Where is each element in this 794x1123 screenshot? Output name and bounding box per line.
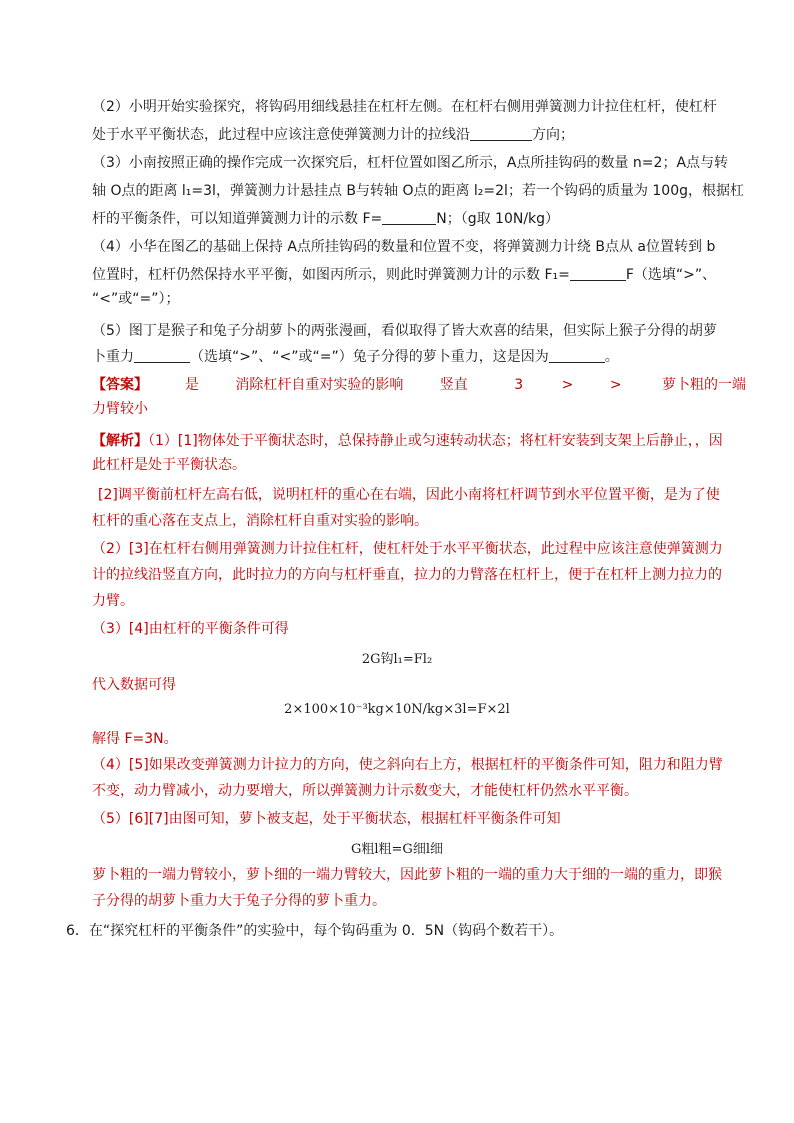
answer-item-2: 消除杠杆自重对实验的影响 [235,377,404,393]
analysis-line-14: 萝卜粗的一端力臂较小，萝卜细的一端力臂较大，因此萝卜粗的一端的重力大于细的一端的重力，即猴 [92,867,722,883]
q6-line: 6．在“探究杠杆的平衡条件”的实验中，每个钩码重为 0．5N（钩码个数若干）。 [66,923,564,939]
formula-balance: 2G钩l₁=Fl₂ [361,652,433,667]
q2-text-a: 处于水平平衡状态，此过程中应该注意使弹簧测力计的拉线沿 [92,127,470,143]
formula-substitution: 2×100×10⁻³kg×10N/kg×3l=F×2l [284,702,510,717]
q2-answer-blank [470,126,532,141]
q5-text-c: 。 [604,349,619,365]
q5-line-1: （5）图丁是猴子和兔子分胡萝卜的两张漫画，看似取得了皆大欢喜的结果，但实际上猴子分得的胡萝 [92,323,717,339]
q2-line-2 [92,126,732,144]
q3-text-b: N；（g取 10N/kg） [436,211,560,227]
analysis-line-5: （2）[3]在杠杆右侧用弹簧测力计拉住杠杆，使杠杆处于水平平衡状态，此过程中应该注意使弹簧测力 [92,541,723,557]
analysis-line-4: 杠杆的重心落在支点上，消除杠杆自重对实验的影响。 [92,513,428,529]
q4-text-a: 位置时，杠杆仍然保持水平平衡，如图丙所示，则此时弹簧测力计的示数 F₁= [92,267,570,283]
q3-line-3 [92,210,732,228]
q3-text-a: 杆的平衡条件，可以知道弹簧测力计的示数 F= [92,211,383,227]
answer-item-5: > [561,377,574,393]
answer-continuation: 力臂较小 [92,401,148,417]
analysis-line-12: 不变，动力臂减小，动力要增大，所以弹簧测力计示数变大，才能使杠杆仍然水平平衡。 [92,783,638,799]
formula-carrot: G粗l粗=G细l细 [351,842,443,857]
q2-text-b: 方向； [532,127,574,143]
answer-item-1: 是 [184,377,199,393]
analysis-line-6: 计的拉线沿竖直方向，此时拉力的方向与杠杆垂直，拉力的力臂落在杠杆上，便于在杠杆上测力拉力的 [92,567,722,583]
answer-label: 【答案】 [92,377,148,393]
analysis-line-2: 此杠杆是处于平衡状态。 [92,457,246,473]
q5-answer-blank-2 [549,348,605,363]
q2-line-1: （2）小明开始实验探究，将钩码用细线悬挂在杠杆左侧。在杠杆右侧用弹簧测力计拉住杠杆，使杠杆 [92,99,717,115]
answer-item-3: 竖直 [439,377,468,393]
analysis-line-1 [92,432,732,450]
q4-line-3: “<”或“=”）； [92,291,180,307]
answer-item-4: 3 [514,377,524,393]
q3-line-2: 轴 O点的距离 l₁=3l，弹簧测力计悬挂点 B与转轴 O点的距离 l₂=2l；若一个钩码的质量为 100g，根据杠 [92,183,745,199]
q3-answer-blank [382,210,436,225]
q5-text-a: 卜重力 [92,349,134,365]
q3-line-1: （3）小南按照正确的操作完成一次探究后，杠杆位置如图乙所示，A点所挂钩码的数量 n=2；A点与转 [92,155,729,171]
analysis-line-11: （4）[5]如果改变弹簧测力计拉力的方向，使之斜向右上方，根据杠杆的平衡条件可知，阻力和阻力臂 [92,757,723,773]
analysis-line-3: [2]调平衡前杠杆左高右低，说明杠杆的重心在右端，因此小南将杠杆调节到水平位置平衡，是为了使 [98,487,720,503]
q4-text-b: F（选填“>”、 [625,267,717,283]
answer-line [92,376,747,394]
answer-item-6: > [609,377,622,393]
q4-line-1: （4）小华在图乙的基础上保持 A点所挂钩码的数量和位置不变，将弹簧测力计绕 B点从 a位置转到 b [92,239,716,255]
analysis-line-15: 子分得的胡萝卜重力大于兔子分得的萝卜重力。 [92,893,386,909]
analysis-line-10: 解得 F=3N。 [92,731,178,747]
analysis-line-8: （3）[4]由杠杆的平衡条件可得 [92,621,289,637]
analysis-line-9: 代入数据可得 [92,677,176,693]
answer-item-7: 萝卜粗的一端 [662,377,747,393]
analysis-label: 【解析】 [92,433,148,449]
q5-answer-blank-1 [134,348,190,363]
analysis-line-7: 力臂。 [92,593,134,609]
q4-answer-blank [570,266,626,281]
q5-line-2 [92,348,732,366]
analysis-text-1: （1）[1]物体处于平衡状态时，总保持静止或匀速转动状态；将杠杆安装到支架上后静止，，因 [148,433,723,449]
q5-text-b: （选填“>”、“<”或“=”）兔子分得的萝卜重力，这是因为 [190,349,549,365]
analysis-line-13: （5）[6][7]由图可知，萝卜被支起，处于平衡状态，根据杠杆平衡条件可知 [92,811,561,827]
q4-line-2 [92,266,732,284]
